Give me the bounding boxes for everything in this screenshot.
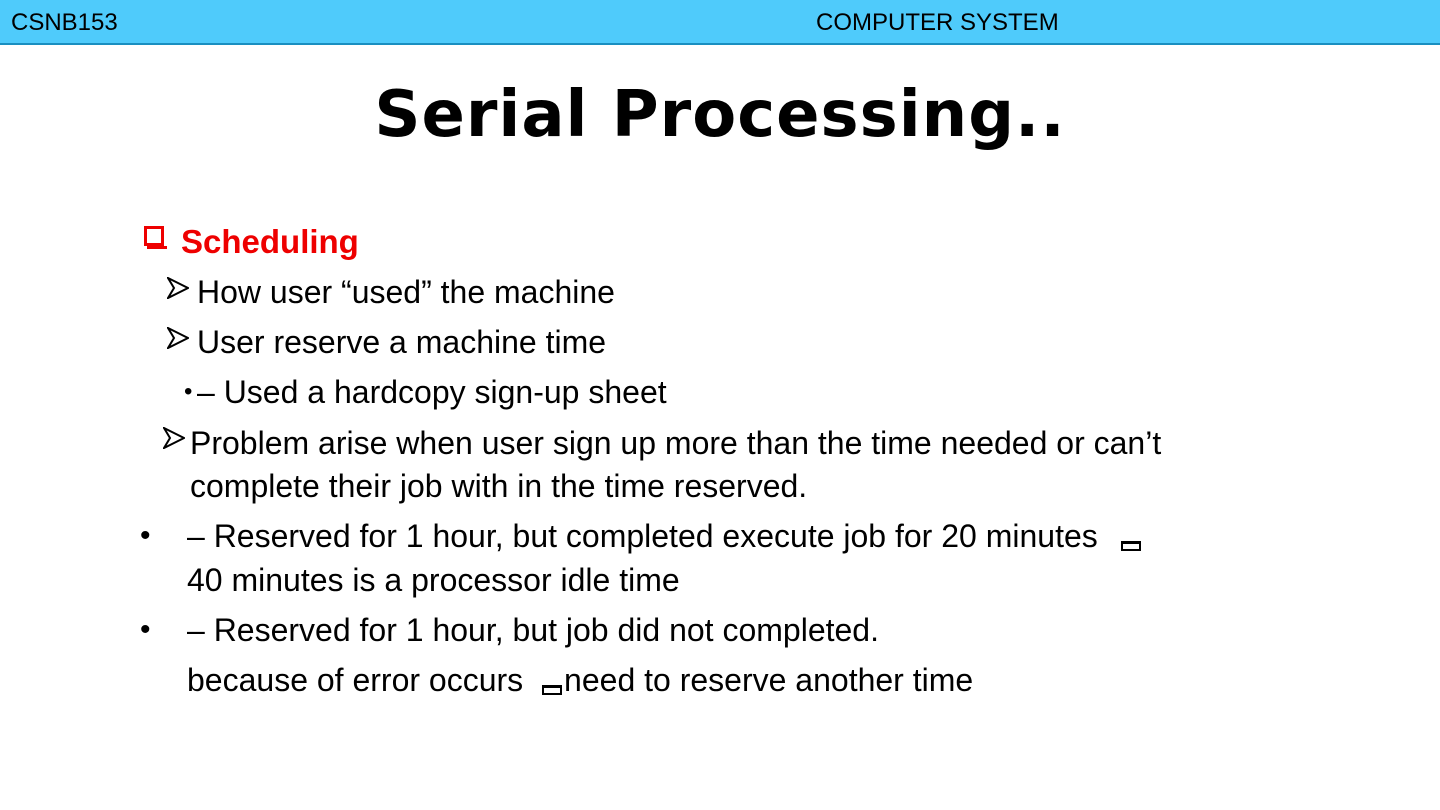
- checkbox-bullet-icon: [144, 226, 164, 246]
- list-item-text: because of error occurs: [187, 662, 524, 698]
- list-item: How user “used” the machine: [197, 274, 615, 310]
- bullet-dot-icon: •: [140, 519, 151, 552]
- course-code: CSNB153: [11, 9, 118, 36]
- arrow-bullet-icon: [167, 327, 189, 349]
- slide-title: Serial Processing..: [374, 78, 1066, 152]
- list-item-text: need to reserve another time: [564, 662, 974, 698]
- list-item: User reserve a machine time: [197, 324, 607, 360]
- list-item: Problem arise when user sign up more than the time needed or can’t: [190, 425, 1162, 461]
- list-item: – Reserved for 1 hour, but job did not completed.: [187, 612, 879, 648]
- list-item: – Used a hardcopy sign-up sheet: [197, 374, 667, 410]
- slide-header-bar: [0, 0, 1440, 45]
- arrow-bullet-icon: [163, 427, 185, 449]
- section-heading: Scheduling: [181, 223, 359, 260]
- list-item-continuation: 40 minutes is a processor idle time: [187, 562, 680, 598]
- subject-title: COMPUTER SYSTEM: [816, 9, 1059, 36]
- bullet-dot-icon: •: [140, 613, 151, 646]
- arrow-bullet-icon: [167, 277, 189, 299]
- bullet-dot-icon: •: [184, 378, 193, 405]
- arrow-symbol-icon: [542, 685, 562, 695]
- list-item-text: – Reserved for 1 hour, but completed execute job for 20 minutes: [187, 518, 1098, 554]
- list-item: [187, 514, 1141, 558]
- arrow-symbol-icon: [1121, 541, 1141, 551]
- list-item-continuation: [187, 658, 973, 702]
- list-item-continuation: complete their job with in the time reserved.: [190, 468, 808, 504]
